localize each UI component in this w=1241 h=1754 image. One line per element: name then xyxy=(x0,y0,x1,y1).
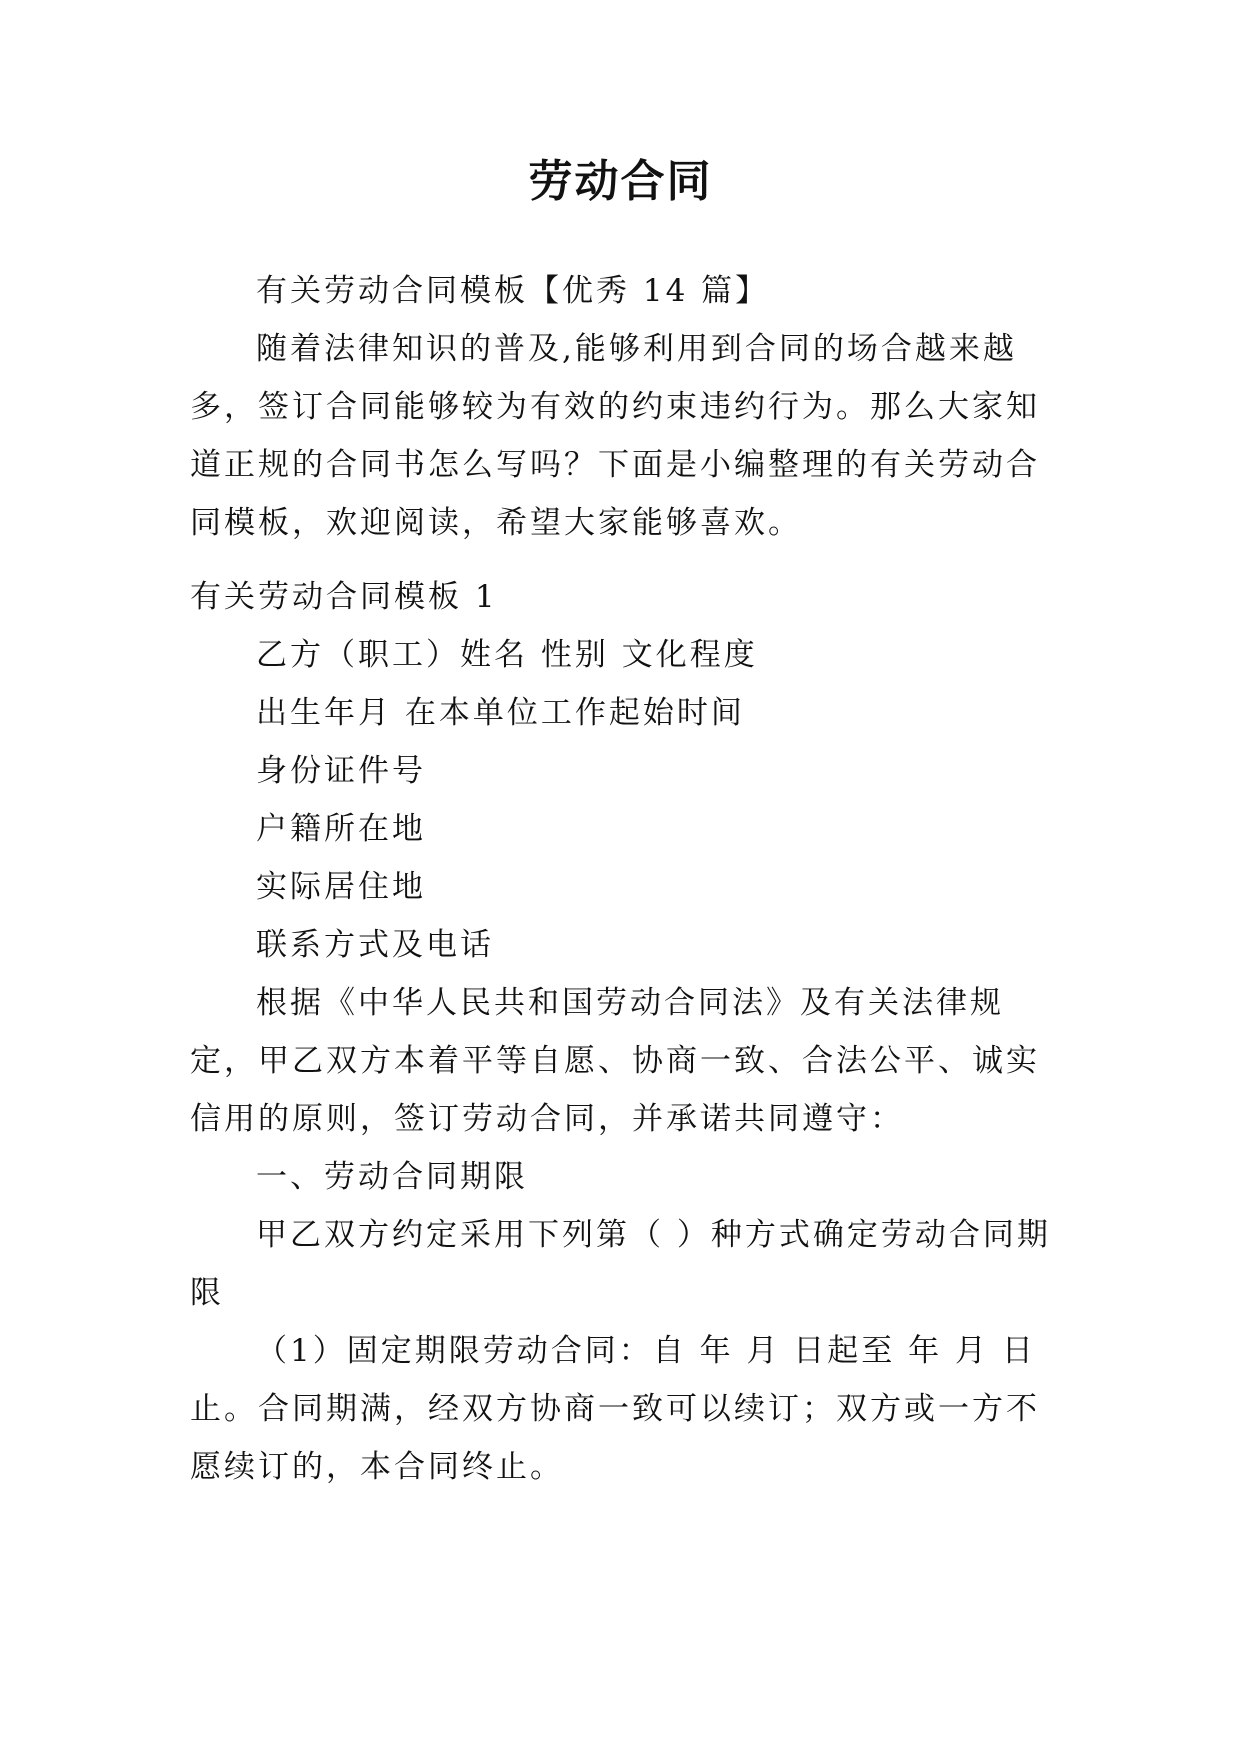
intro-paragraph: 随着法律知识的普及,能够利用到合同的场合越来越多，签订合同能够较为有效的约束违约行为。那么大家知道正规的合同书怎么写吗？下面是小编整理的有关劳动合同模板，欢迎阅读，希望大家能够喜欢。 xyxy=(190,331,1040,541)
clause-1-heading: 一、劳动合同期限 xyxy=(256,1159,528,1195)
clause-1-item-1: （1）固定期限劳动合同：自 年 月 日起至 年 月 日止。合同期满，经双方协商一致可以续订；双方或一方不愿续订的，本合同终止。 xyxy=(190,1333,1040,1485)
field-contact: 联系方式及电话 xyxy=(256,927,494,963)
document-subtitle: 有关劳动合同模板【优秀 14 篇】 xyxy=(256,273,770,309)
field-id-number: 身份证件号 xyxy=(256,753,426,789)
field-name-gender-education: 乙方（职工）姓名 性别 文化程度 xyxy=(256,637,758,673)
field-household-registration: 户籍所在地 xyxy=(256,811,426,847)
section-heading: 有关劳动合同模板 1 xyxy=(190,579,498,615)
preamble-paragraph: 根据《中华人民共和国劳动合同法》及有关法律规定，甲乙双方本着平等自愿、协商一致、合法公平、诚实信用的原则，签订劳动合同，并承诺共同遵守： xyxy=(190,985,1040,1137)
field-residence: 实际居住地 xyxy=(256,869,426,905)
field-birth-start-date: 出生年月 在本单位工作起始时间 xyxy=(256,695,745,731)
document-body-top xyxy=(190,262,1052,552)
clause-1-text: 甲乙双方约定采用下列第（ ）种方式确定劳动合同期限 xyxy=(190,1217,1051,1311)
document-title: 劳动合同 xyxy=(528,156,713,207)
document-body-main xyxy=(190,568,1052,1496)
